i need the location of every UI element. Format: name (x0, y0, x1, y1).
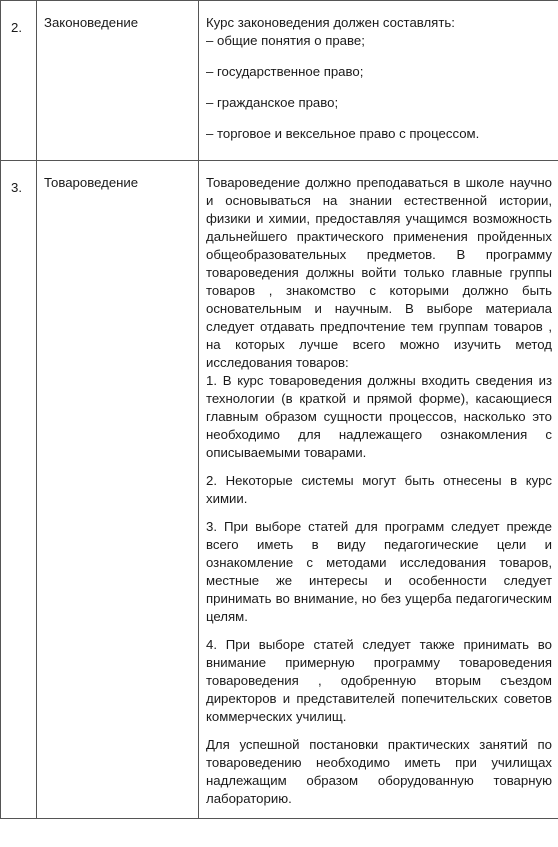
table-row (1, 161, 558, 819)
subject-name: Законоведение (37, 1, 199, 161)
description-paragraph: – общие понятия о праве; (206, 33, 365, 48)
description-paragraph: – гражданское право; (206, 95, 339, 110)
subject-description (199, 1, 558, 161)
subject-name: Товароведение (37, 161, 199, 819)
row-number: 3. (1, 161, 37, 819)
description-paragraph: 4. При выборе статей следует также принимать во внимание примерную программу товароведения товароведения , одобренную вторым съездом директоров и представителей попечительских советов коммерческих училищ. (206, 637, 552, 724)
description-paragraph: Для успешной постановки практических занятий по товароведению необходимо иметь при училищах надлежащим образом оборудованную товарную лабораторию. (206, 737, 552, 806)
subject-description (199, 161, 558, 819)
description-paragraph: – государственное право; (206, 64, 364, 79)
description-paragraph: 1. В курс товароведения должны входить сведения из технологии (в краткой и прямой форме), касающиеся главным образом сущности процессов, насколько это необходимо для надлежащего ознакомления с описываемыми товарами. (206, 373, 552, 460)
row-number: 2. (1, 1, 37, 161)
description-paragraph: 3. При выборе статей для программ следует прежде всего иметь в виду педагогические цели и ознакомление с методами исследования товаров, местные же интересы и особенности следует принимать во внимание, но без ущерба педагогическим целям. (206, 519, 552, 624)
table-row (1, 1, 558, 161)
description-paragraph: – торговое и вексельное право с процессом. (206, 126, 480, 141)
description-paragraph: Курс законоведения должен составлять: (206, 15, 455, 30)
description-paragraph: 2. Некоторые системы могут быть отнесены в курс химии. (206, 473, 552, 506)
description-paragraph: Товароведение должно преподаваться в школе научно и основываться на знании естественной истории, физики и химии, предоставляя учащимся возможность дальнейшего практического применения пройденных общеобразовательных предметов. В программу товароведения должны войти только главные группы товаров , знакомство с которыми должно быть основательным и научным. В выборе материала следует отдавать предпочтение тем группам товаров , на которых лучше всего можно изучить метод исследования товаров: (206, 175, 552, 370)
